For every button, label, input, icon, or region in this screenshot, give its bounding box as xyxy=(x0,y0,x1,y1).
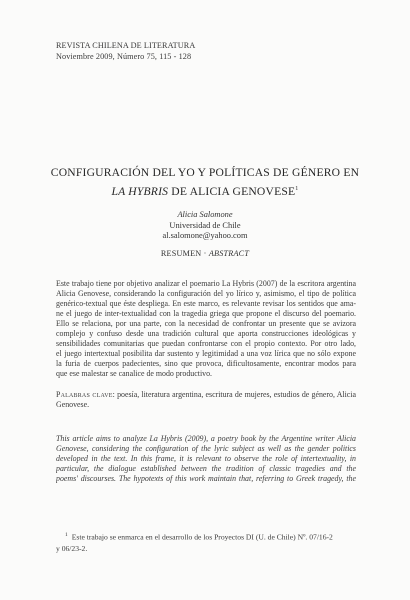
abstract-en-line: developed in the text. In this frame, it is relevant to observe the role of intertextuality, in xyxy=(56,454,356,464)
abstract-es-line: genérico-textual que éste despliega. En este marco, es relevante revisar los sentidos que ama- xyxy=(56,299,356,309)
journal-name: REVISTA CHILENA DE LITERATURA xyxy=(56,41,196,50)
footnote xyxy=(56,530,356,554)
author-email: al.salomone@yahoo.com xyxy=(162,231,248,240)
article-title xyxy=(40,165,370,200)
title-line-1: CONFIGURACIÓN DEL YO Y POLÍTICAS DE GÉNERO EN xyxy=(50,166,360,179)
abstract-heading xyxy=(0,249,410,258)
abstract-en-line: particular, the dialogue established between the tradition of classic tragedies and the xyxy=(56,464,356,474)
keywords-label: Palabras clave xyxy=(56,390,113,399)
issue-info: Noviembre 2009, Número 75, 115 - 128 xyxy=(56,52,192,61)
footnote-line-2: y 06/23-2. xyxy=(56,543,88,553)
author-affiliation: Universidad de Chile xyxy=(169,220,241,230)
abstract-es-line: Alicia Genovese, considerando la configuración del yo lírico y, asimismo, el tipo de política xyxy=(56,289,356,299)
abstract-en-line: This article aims to analyze La Hybris (2009), a poetry book by the Argentine writer Alicia xyxy=(56,434,356,443)
title-footnote-mark: 1 xyxy=(295,186,299,192)
footnote-line-1 xyxy=(56,530,356,543)
keywords-line-1: Palabras clave: poesía, literatura argentina, escritura de mujeres, estudios de género, Alicia xyxy=(56,390,356,399)
abstract-en-line: poems' discourses. The hypotexts of this work maintain that, referring to Greek tragedy, the xyxy=(56,474,356,484)
abstract-en-line: Genovese, considering the configuration of the lyric subject as well as the gender politics xyxy=(56,444,356,454)
author-name: Alicia Salomone xyxy=(177,210,233,219)
abstract-es-line: el juego intertextual posibilita dar sustento y legitimidad a una voz lírica que no sólo expone xyxy=(56,349,356,359)
author-block xyxy=(0,210,410,242)
keywords-text: poesía, literatura argentina, escritura de mujeres, estudios de género, Alicia xyxy=(117,390,356,399)
abstract-es-line: complejo y confuso desde una tradición cultural que aporta construcciones ideológicas y xyxy=(56,329,356,339)
title-italic-work: LA HYBRIS xyxy=(111,184,169,198)
abstract-label: ABSTRACT xyxy=(208,249,250,258)
abstract-spanish xyxy=(56,279,356,379)
abstract-english xyxy=(56,434,356,484)
abstract-es-line: ne el juego de inter-textualidad con la tragedia griega que propone el discurso del poemario. xyxy=(56,309,356,319)
keywords-line-2: Genovese. xyxy=(56,400,90,410)
title-line-2-rest: DE ALICIA GENOVESE xyxy=(168,184,296,198)
abstract-es-line: sensibilidades comunitarias que puedan confrontarse con el propio contexto. Por otro lado, xyxy=(56,339,356,349)
abstract-es-line: la furia de cuerpos padecientes, sino que provoca, dificultosamente, encontrar modos para xyxy=(56,359,356,369)
keywords xyxy=(56,390,356,410)
abstract-es-line: que ese malestar se canalice de modo productivo. xyxy=(56,369,212,379)
resumen-label: RESUMEN · xyxy=(160,249,209,258)
footnote-text: Este trabajo se enmarca en el desarrollo de los Proyectos DI (U. de Chile) Nº. 07/16-2 xyxy=(71,532,333,542)
running-head xyxy=(56,40,195,62)
abstract-es-line: Ello se relaciona, por una parte, con la necesidad de confrontar un presente que se avizora xyxy=(56,319,356,329)
abstract-es-line: Este trabajo tiene por objetivo analizar el poemario La Hybris (2007) de la escritora argentina xyxy=(56,279,356,288)
footnote-mark: 1 xyxy=(65,532,68,538)
title-line-2 xyxy=(40,181,370,200)
